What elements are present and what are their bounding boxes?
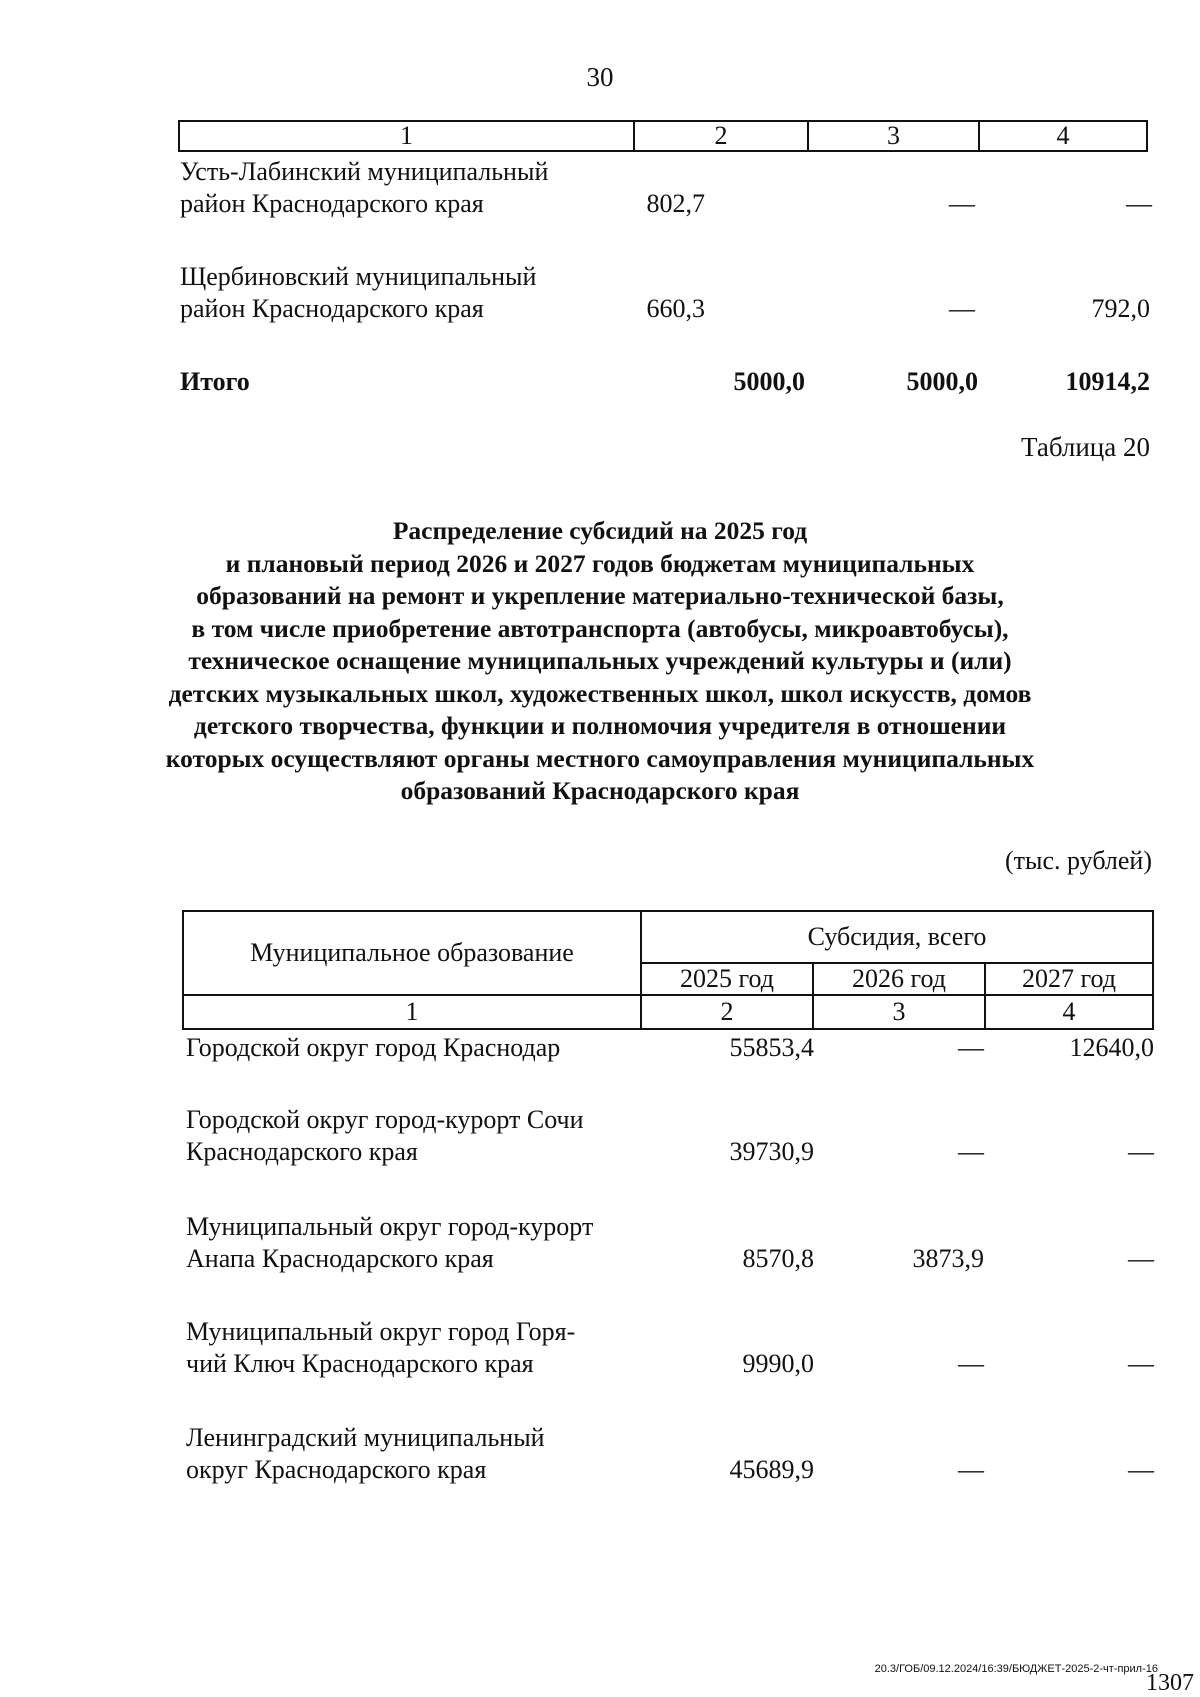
header-year-2027: 2027 год [986,964,1152,996]
value-2025: 8570,8 [742,1244,814,1273]
value-2025: 39730,9 [729,1137,814,1166]
row-name: Городской округ город-курорт Сочи Краснодарского края [186,1105,584,1166]
table-row [186,1316,1154,1380]
table-row [186,1422,1154,1486]
main-table-header [182,910,1154,1030]
unit-label: (тыс. рублей) [1004,846,1152,875]
table-label: Таблица 20 [1021,432,1150,462]
value-2027: — [1128,1244,1154,1273]
value-2027: — [1128,1137,1154,1166]
total-2027: 10914,2 [1065,367,1150,396]
value-2027: — [1128,1455,1154,1484]
value-2026: — [949,189,975,218]
value-2027: — [1126,189,1152,218]
table-title: Распределение субсидий на 2025 год и плановый период 2026 и 2027 годов бюджетам муниципальных образований на ремонт и укрепление материально-технической базы, в том числе приобретение автотранспорта (автобусы, микроавтобусы), техническое оснащение муниципальных учреждений культуры и (или) детских музыкальных школ, художественных школ, школ искусств, домов детского творчества, функции и полномочия учредителя в отношении которых осуществляют органы местного самоуправления муниципальных образований Краснодарского края [165,516,1035,805]
value-2025: 55853,4 [729,1033,814,1062]
header-num-3: 3 [814,996,986,1028]
document-number: 1307 [1146,1670,1194,1696]
row-name: Городской округ город Краснодар [186,1033,561,1062]
value-2026: — [949,294,975,323]
top-table-header-col1: 1 [180,122,635,150]
top-table-header-col4: 4 [1056,121,1070,150]
row-name: Ленинградский муниципальный округ Краснодарского края [186,1423,545,1484]
value-2026: — [958,1033,984,1062]
total-2025: 5000,0 [733,367,805,396]
header-year-2026: 2026 год [814,964,986,996]
top-table-header-col2: 2 [635,122,809,150]
header-num-2: 2 [642,996,814,1028]
value-2026: — [958,1455,984,1484]
header-num-1: 1 [184,996,642,1028]
value-2025: 9990,0 [742,1349,814,1378]
row-name: Муниципальный округ город-курорт Анапа Краснодарского края [186,1212,594,1273]
table-row [186,1032,1154,1064]
row-name: Муниципальный округ город Горя- чий Ключ Краснодарского края [186,1317,576,1378]
document-code: 20.3/ГОБ/09.12.2024/16:39/БЮДЖЕТ-2025-2-чт-прил-16 [874,1663,1158,1675]
top-table-header-col3: 3 [809,122,980,150]
value-2025: 45689,9 [729,1455,814,1484]
top-table-total-row [180,366,1150,398]
top-table-row [180,156,1150,220]
table-row [186,1211,1154,1275]
header-municipality: Муниципальное образование [184,912,642,996]
total-2026: 5000,0 [906,367,978,396]
value-2026: — [958,1137,984,1166]
header-num-4: 4 [1062,997,1076,1026]
value-2027: 12640,0 [1069,1033,1154,1062]
value-2026: 3873,9 [912,1244,984,1273]
page-number: 30 [586,62,614,92]
table-row [186,1104,1154,1168]
value-2027: 792,0 [1091,294,1150,323]
value-2025: 660,3 [646,294,705,323]
value-2027: — [1128,1349,1154,1378]
value-2025: 802,7 [646,189,705,218]
header-year-2025: 2025 год [642,964,814,996]
total-label: Итого [180,367,250,396]
row-name: Усть-Лабинский муниципальный район Краснодарского края [180,157,549,218]
top-table-row [180,261,1150,325]
header-subsidy-total: Субсидия, всего [642,912,1152,964]
value-2026: — [958,1349,984,1378]
row-name: Щербиновский муниципальный район Краснодарского края [180,262,537,323]
top-table-header [178,120,1148,152]
